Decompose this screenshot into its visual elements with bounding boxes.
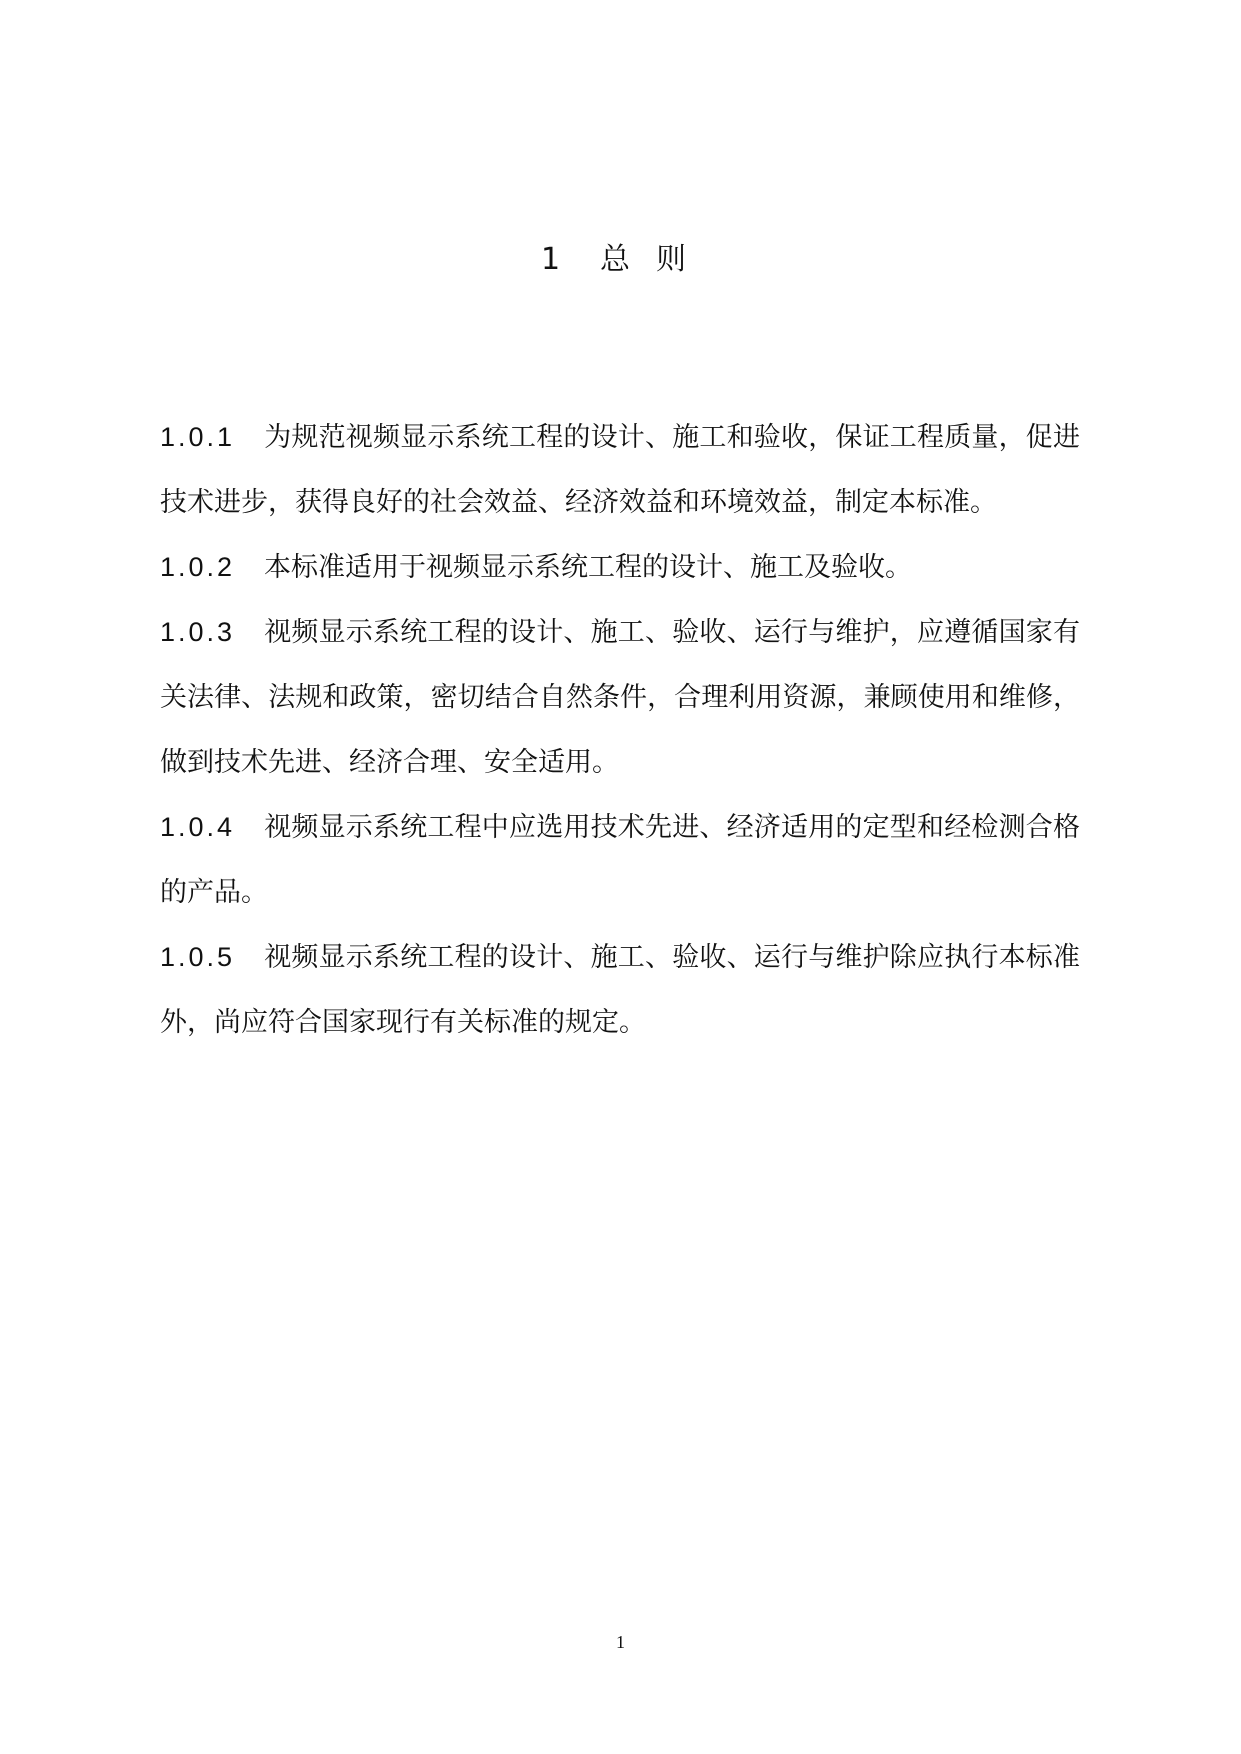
clause-number: 1.0.2 [160,552,236,582]
chapter-title-char-1: 总 [600,242,633,277]
clause-number: 1.0.3 [160,617,236,647]
clause-list [160,405,1080,1055]
clause-1-0-2 [160,535,1080,600]
clause-number: 1.0.1 [160,422,236,452]
chapter-title-char-2: 则 [656,242,689,277]
chapter-title [0,240,1241,280]
clause-text: 视频显示系统工程的设计、施工、验收、运行与维护，应遵循国家有关法律、法规和政策，密切结合自然条件，合理利用资源，兼顾使用和维修，做到技术先进、经济合理、安全适用。 [160,617,1080,778]
clause-text: 视频显示系统工程中应选用技术先进、经济适用的定型和经检测合格的产品。 [160,812,1080,908]
chapter-number: 1 [540,242,563,277]
clause-1-0-3 [160,600,1080,795]
clause-1-0-4 [160,795,1080,925]
clause-number: 1.0.5 [160,942,236,972]
clause-text: 视频显示系统工程的设计、施工、验收、运行与维护除应执行本标准外，尚应符合国家现行有关标准的规定。 [160,942,1080,1038]
clause-1-0-5 [160,925,1080,1055]
page-number: 1 [616,1632,625,1652]
clause-text: 本标准适用于视频显示系统工程的设计、施工及验收。 [264,552,912,583]
clause-text: 为规范视频显示系统工程的设计、施工和验收，保证工程质量，促进技术进步，获得良好的社会效益、经济效益和环境效益，制定本标准。 [160,422,1080,518]
clause-1-0-1 [160,405,1080,535]
clause-number: 1.0.4 [160,812,236,842]
